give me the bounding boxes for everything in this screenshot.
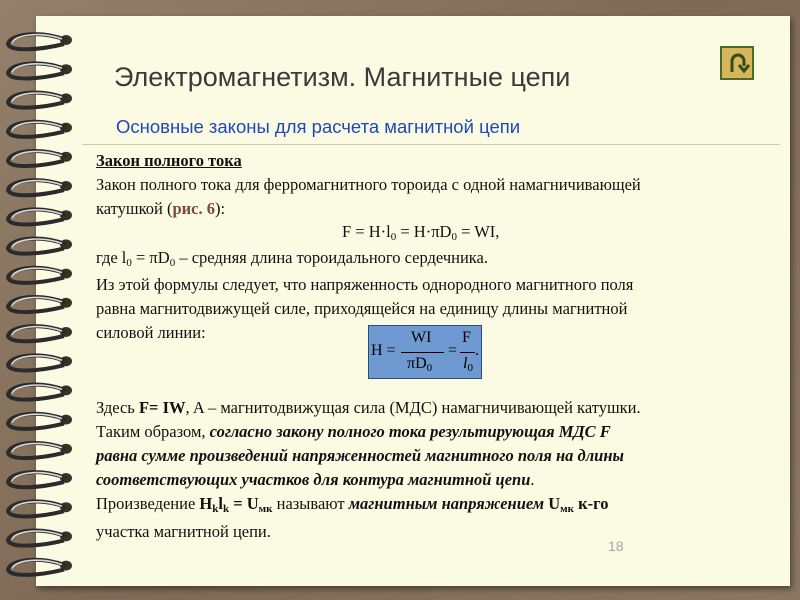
- binding-ring: [8, 93, 72, 108]
- paragraph-line: силовой линии:: [96, 323, 206, 342]
- paragraph-line: Произведение $H_kl_k = U_{мк}$ называют магнитным напряжением $U_{мк}$ к-го: [96, 494, 609, 515]
- fraction-bar: [401, 352, 444, 353]
- fraction-denominator: l: [463, 355, 468, 372]
- fraction-bar: [460, 352, 475, 353]
- binding-ring: [8, 122, 72, 137]
- figure-reference: рис. 6: [172, 199, 216, 218]
- u-turn-arrow-icon: [725, 51, 751, 77]
- binding-ring: [8, 297, 72, 312]
- formula-box: H = WI $\pi D_0$ = F $l_0$ .: [368, 325, 482, 379]
- section-heading: Закон полного тока: [96, 151, 242, 170]
- binding-ring: [8, 560, 72, 575]
- definition-line: где $l_0 = \pi D_0$ – средняя длина тороидального сердечника.: [96, 248, 489, 269]
- slide-title: Электромагнетизм. Магнитные цепи: [114, 62, 571, 92]
- binding-ring: [8, 209, 72, 224]
- paragraph-line: равна сумме произведений напряженностей магнитного поля на длины: [96, 446, 624, 465]
- binding-ring: [8, 501, 72, 516]
- binding-ring: [8, 385, 72, 400]
- fraction-numerator: WI: [411, 329, 432, 346]
- binding-ring: [8, 268, 72, 283]
- binding-ring: [8, 34, 72, 49]
- formula-period: .: [475, 342, 479, 359]
- binding-ring: [8, 472, 72, 487]
- paragraph-line: соответствующих участков для контура магнитной цепи.: [96, 470, 535, 489]
- home-button[interactable]: [720, 46, 754, 80]
- binding-ring: [8, 151, 72, 166]
- formula-main: $F = H\cdot l_0 = H\cdot\pi D_0$ = WI,: [342, 222, 500, 243]
- binding-ring: [8, 355, 72, 370]
- equals-sign: =: [448, 342, 458, 359]
- paragraph-line: участка магнитной цепи.: [96, 522, 271, 541]
- paragraph-line: равна магнитодвижущей силе, приходящейся на единицу длины магнитной: [96, 299, 628, 318]
- binding-ring: [8, 326, 72, 341]
- slide-subtitle: Основные законы для расчета магнитной цепи: [116, 116, 521, 137]
- binding-ring: [8, 63, 72, 78]
- fraction-numerator: F: [462, 329, 471, 346]
- page-number: 18: [608, 538, 624, 554]
- paragraph-line: Из этой формулы следует, что напряженность однородного магнитного поля: [96, 275, 634, 294]
- fraction-denominator: πD: [407, 355, 427, 372]
- binding-ring: [8, 180, 72, 195]
- paragraph-line: Закон полного тока для ферромагнитного тороида с одной намагничивающей: [96, 175, 641, 194]
- paragraph-line: Здесь F= IW, A – магнитодвижущая сила (МДС) намагничивающей катушки.: [96, 398, 641, 417]
- binding-ring: [8, 443, 72, 458]
- paragraph-line: катушкой (рис. 6):: [96, 199, 226, 218]
- spiral-binding: [0, 0, 80, 600]
- divider: [82, 144, 780, 145]
- binding-ring: [8, 414, 72, 429]
- formula-lhs: H =: [371, 342, 396, 359]
- binding-ring: [8, 239, 72, 254]
- paragraph-line: Таким образом, согласно закону полного тока результирующая МДС F: [96, 422, 611, 441]
- binding-ring: [8, 531, 72, 546]
